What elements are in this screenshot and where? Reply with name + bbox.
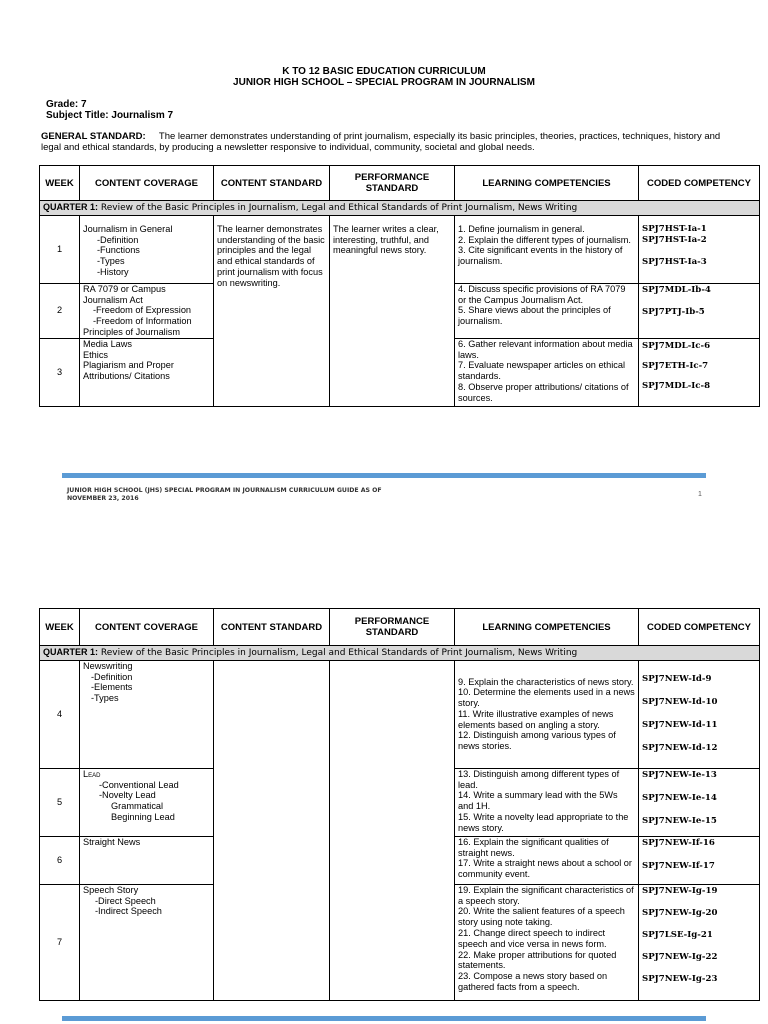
coverage-item: Journalism Act [83, 294, 143, 305]
grade-label: Grade: 7 [46, 99, 87, 110]
coverage-item: Speech Story [83, 884, 139, 895]
content-coverage [80, 836, 214, 884]
coded-competency-cell [639, 338, 760, 406]
week-number: 2 [40, 283, 80, 338]
competency-item: 2. Explain the different types of journalism. [458, 234, 631, 245]
coverage-item: -Definition [97, 234, 139, 245]
footer-text: JUNIOR HIGH SCHOOL (JHS) SPECIAL PROGRAM IN JOURNALISM CURRICULUM GUIDE AS OF NOVEMBER 23, 2016 [67, 487, 382, 502]
week-number: 1 [40, 215, 80, 283]
quarter-row [40, 201, 760, 216]
coverage-item: Journalism in General [83, 223, 173, 234]
coded-competency: SPJ7NEW-Ig-23 [642, 973, 718, 984]
coded-competency: SPJ7ETH-Ic-7 [642, 360, 709, 371]
coverage-item: -Freedom of Expression [93, 305, 192, 316]
coverage-item: Attributions/ Citations [83, 371, 170, 382]
competency-item: 20. Write the salient features of a speech story using note taking. [458, 906, 625, 928]
coverage-item: -Definition [91, 671, 133, 682]
coded-competency-cell [639, 283, 760, 338]
coverage-item: -Types [91, 693, 119, 704]
coded-competency: SPJ7NEW-Ie-13 [642, 769, 717, 780]
coverage-item: Media Laws [83, 338, 133, 349]
competencies-cell [455, 215, 639, 283]
table-row [40, 215, 760, 283]
coded-competency: SPJ7NEW-Ig-19 [642, 885, 718, 896]
coded-competency: SPJ7NEW-If-17 [642, 860, 715, 871]
page-number: 1 [698, 491, 702, 498]
subject-title: Subject Title: Journalism 7 [46, 110, 174, 121]
col-header-performance-standard: PERFORMANCE STANDARD [330, 609, 455, 646]
quarter-text: Review of the Basic Principles in Journalism, Legal and Ethical Standards of Print Journalism, News Writing [100, 203, 578, 213]
coverage-item: Ethics [83, 349, 109, 360]
competency-item: 14. Write a summary lead with the 5Ws and 1H. [458, 790, 618, 812]
coded-competency: SPJ7HST-Ia-3 [642, 256, 707, 267]
coverage-item: -Elements [91, 682, 133, 693]
content-coverage [80, 338, 214, 406]
week-number: 6 [40, 836, 80, 884]
coded-competency: SPJ7NEW-Ie-14 [642, 792, 717, 803]
curriculum-table-1 [39, 165, 760, 407]
coded-competency: SPJ7NEW-Ie-15 [642, 815, 717, 826]
footer-accent-bar [62, 1016, 706, 1021]
curriculum-table-2 [39, 608, 760, 1001]
coded-competency: SPJ7NEW-Id-11 [642, 720, 718, 731]
coded-competency-cell [639, 836, 760, 884]
coverage-item: -Freedom of Information [93, 316, 192, 327]
general-standard-label: GENERAL STANDARD: [41, 131, 146, 142]
coverage-item: -Indirect Speech [95, 906, 162, 917]
competencies-cell [455, 660, 639, 768]
doc-title-line2: JUNIOR HIGH SCHOOL – SPECIAL PROGRAM IN JOURNALISM [233, 77, 535, 88]
content-standard-cell [214, 660, 330, 1000]
competency-item: 23. Compose a news story based on gathered facts from a speech. [458, 971, 608, 992]
table-row [40, 660, 760, 768]
competencies-cell [455, 836, 639, 884]
competency-item: 21. Change direct speech to indirect speech and vice versa in news form. [458, 927, 607, 949]
coverage-item: -Conventional Lead [99, 779, 179, 790]
coverage-item: -Functions [97, 245, 140, 256]
col-header-competencies: LEARNING COMPETENCIES [455, 609, 639, 646]
col-header-week: WEEK [40, 166, 80, 201]
content-coverage [80, 215, 214, 283]
coded-competency-cell [639, 884, 760, 1000]
content-coverage [80, 283, 214, 338]
competencies-cell [455, 283, 639, 338]
coverage-item: Grammatical [111, 801, 164, 812]
content-standard-cell: The learner demonstrates understanding of the basic principles and the legal and ethical standards of print journalism with focus on newswriting. [214, 215, 330, 406]
coverage-item: -Types [97, 256, 125, 267]
table-header-row [40, 166, 760, 201]
quarter-label: QUARTER 1: [43, 202, 99, 212]
week-number: 3 [40, 338, 80, 406]
coded-competency: SPJ7HST-Ia-1 [642, 223, 707, 234]
coded-competency-cell [639, 660, 760, 768]
footer-accent-bar [62, 473, 706, 478]
col-header-content-standard: CONTENT STANDARD [214, 166, 330, 201]
table-header-row [40, 609, 760, 646]
content-coverage [80, 768, 214, 836]
col-header-competencies: LEARNING COMPETENCIES [455, 166, 639, 201]
competency-item: 16. Explain the significant qualities of straight news. [458, 836, 609, 858]
quarter-label: QUARTER 1: [43, 647, 99, 657]
coded-competency: SPJ7NEW-Id-12 [642, 743, 718, 754]
coded-competency: SPJ7MDL-Ic-8 [642, 380, 711, 391]
col-header-coverage: CONTENT COVERAGE [80, 609, 214, 646]
col-header-content-standard: CONTENT STANDARD [214, 609, 330, 646]
competency-item: 17. Write a straight news about a school or community event. [458, 858, 632, 880]
coded-competency: SPJ7NEW-If-16 [642, 837, 715, 848]
coded-competency: SPJ7HST-Ia-2 [642, 234, 707, 245]
coverage-item: -Direct Speech [95, 895, 156, 906]
competency-item: 6. Gather relevant information about media laws. [458, 338, 633, 360]
competency-item: 13. Distinguish among different types of lead. [458, 768, 620, 790]
general-standard-text: The learner demonstrates understanding of print journalism, especially its basic principles, theories, practices, techniques, history and legal and ethical standards, by producing a newsletter responsive to individual, community, societal and global needs. [41, 131, 721, 153]
coverage-item: -Novelty Lead [99, 790, 156, 801]
doc-title-line1: K TO 12 BASIC EDUCATION CURRICULUM [282, 66, 486, 77]
competencies-cell [455, 884, 639, 1000]
week-number: 4 [40, 660, 80, 768]
competency-item: 12. Distinguish among various types of news stories. [458, 730, 616, 752]
content-coverage [80, 660, 214, 768]
competency-item: 1. Define journalism in general. [458, 223, 585, 234]
coded-competency-cell [639, 215, 760, 283]
coded-competency: SPJ7NEW-Id-10 [642, 697, 718, 708]
coverage-item: Plagiarism and Proper [83, 360, 174, 371]
competency-item: 8. Observe proper attributions/ citations of sources. [458, 381, 629, 403]
performance-standard-cell [330, 660, 455, 1000]
coded-competency: SPJ7MDL-Ic-6 [642, 340, 711, 351]
coverage-item: RA 7079 or Campus [83, 283, 166, 294]
coded-competency: SPJ7NEW-Id-9 [642, 674, 712, 685]
competency-item: 19. Explain the significant characteristics of a speech story. [458, 884, 634, 906]
competency-item: 10. Determine the elements used in a news story. [458, 687, 635, 709]
col-header-coded: CODED COMPETENCY [639, 166, 760, 201]
coverage-item: Principles of Journalism [83, 326, 181, 337]
coded-competency: SPJ7LSE-Ig-21 [642, 929, 713, 940]
col-header-performance-standard: PERFORMANCE STANDARD [330, 166, 455, 201]
general-standard [41, 131, 731, 153]
competencies-cell [455, 768, 639, 836]
quarter-row [40, 646, 760, 661]
col-header-coverage: CONTENT COVERAGE [80, 166, 214, 201]
coded-competency: SPJ7NEW-Ig-20 [642, 907, 718, 918]
col-header-week: WEEK [40, 609, 80, 646]
coverage-item: Straight News [83, 836, 141, 847]
content-coverage [80, 884, 214, 1000]
col-header-coded: CODED COMPETENCY [639, 609, 760, 646]
competency-item: 3. Cite significant events in the history of journalism. [458, 245, 623, 267]
coverage-item: -History [97, 266, 129, 277]
competency-item: 22. Make proper attributions for quoted statements. [458, 949, 617, 971]
coverage-item: Beginning Lead [111, 811, 175, 822]
coverage-item: Newswriting [83, 660, 133, 671]
competency-item: 4. Discuss specific provisions of RA 7079 or the Campus Journalism Act. [458, 283, 626, 305]
coverage-item: Lead [83, 768, 101, 779]
performance-standard-cell: The learner writes a clear, interesting, truthful, and meaningful news story. [330, 215, 455, 406]
competencies-cell [455, 338, 639, 406]
coded-competency: SPJ7MDL-Ib-4 [642, 284, 711, 295]
coded-competency: SPJ7NEW-Ig-22 [642, 951, 718, 962]
competency-item: 11. Write illustrative examples of news elements based on angling a story. [458, 708, 614, 730]
coded-competency: SPJ7PTJ-Ib-5 [642, 306, 705, 317]
coded-competency-cell [639, 768, 760, 836]
competency-item: 7. Evaluate newspaper articles on ethical standards. [458, 360, 626, 382]
quarter-text: Review of the Basic Principles in Journalism, Legal and Ethical Standards of Print Journalism, News Writing [100, 648, 578, 658]
competency-item: 15. Write a novelty lead appropriate to the news story. [458, 811, 629, 833]
week-number: 7 [40, 884, 80, 1000]
competency-item: 5. Share views about the principles of journalism. [458, 305, 611, 327]
competency-item: 9. Explain the characteristics of news story. [458, 676, 634, 687]
week-number: 5 [40, 768, 80, 836]
